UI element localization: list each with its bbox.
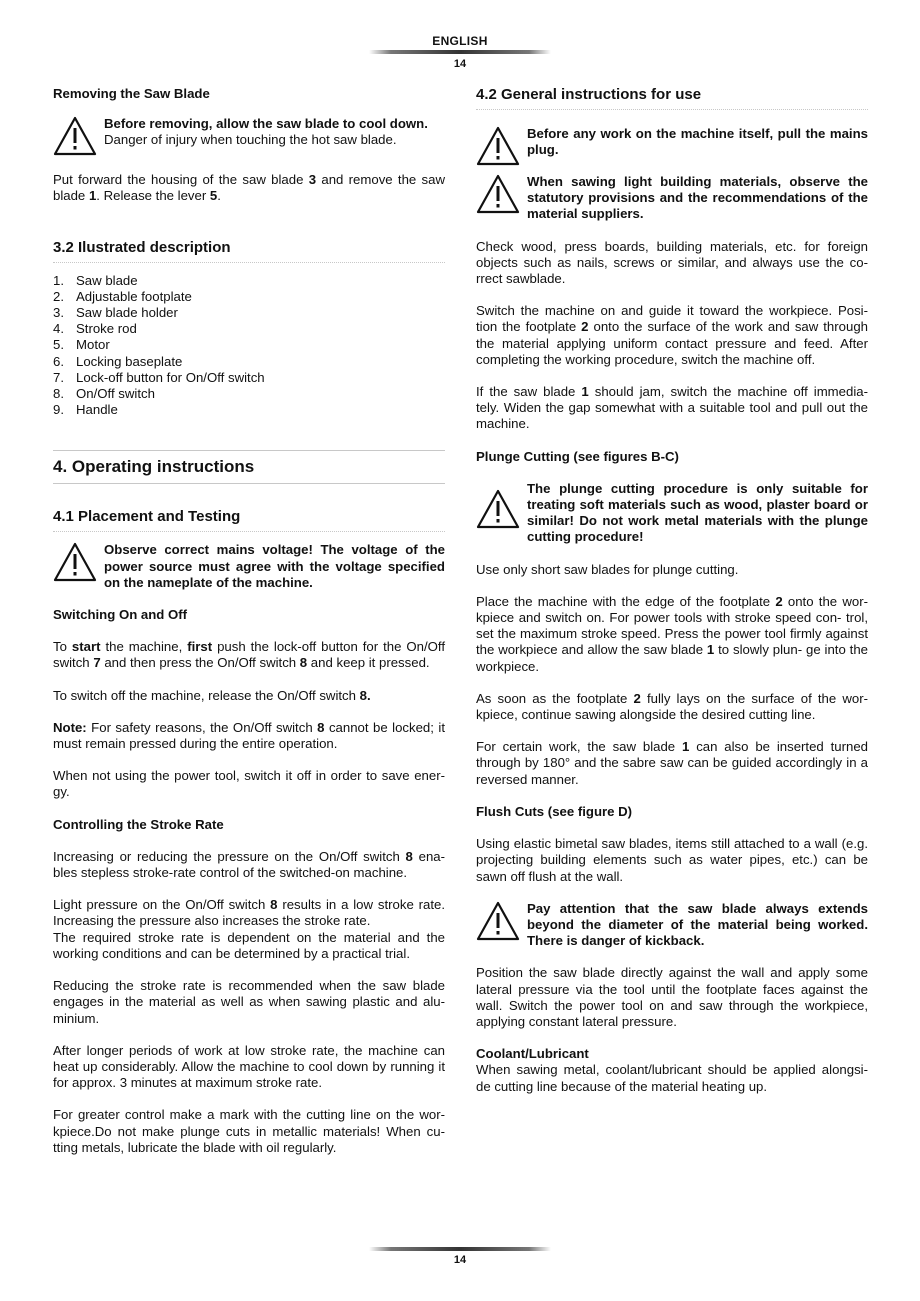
page-number-top: 14 — [453, 58, 467, 70]
list-item: 2. Adjustable footplate — [53, 288, 192, 304]
footer-divider — [369, 1247, 551, 1251]
right-column — [476, 86, 868, 1111]
warning-text-building: When sawing light building materials, observe the statutory provisions and the recommendations of the material suppliers. — [527, 174, 868, 222]
warning-text-voltage: Observe correct mains voltage! The voltage of the power source must agree with the voltage specified on the nameplate of the machine. — [104, 542, 445, 590]
stroke-paragraph-3: Reducing the stroke rate is recommended when the saw blade engages in the material as well as when sawing plastic and alu- minium. — [53, 978, 445, 1026]
warning-text-remove: Danger of injury when touching the hot saw blade. — [104, 132, 397, 148]
header-divider — [369, 50, 551, 54]
warning-triangle-icon — [53, 116, 97, 156]
stroke-paragraph-1: Increasing or reducing the pressure on the On/Off switch 8 ena- bles stepless stroke-rate control of the switched-on machine. — [53, 848, 446, 881]
list-item: 7. Lock-off button for On/Off switch — [53, 369, 265, 385]
flush-cuts-heading: Flush Cuts (see figure D) — [476, 803, 633, 819]
list-item: 4. Stroke rod — [53, 321, 137, 337]
warning-triangle-icon — [53, 542, 97, 582]
operating-instructions-heading: 4. Operating instructions — [53, 450, 445, 484]
stroke-paragraph-2b: The required stroke rate is dependent on the material and the working conditions and can be determined by a practical trial. — [53, 929, 445, 961]
illustrated-description-heading: 3.2 Ilustrated description — [53, 239, 445, 263]
switching-paragraph-off: To switch off the machine, release the On/Off switch 8. — [53, 687, 371, 703]
switching-paragraph-save: When not using the power tool, switch it off in order to save ener- gy. — [53, 768, 445, 800]
warning-triangle-icon — [476, 901, 520, 941]
warning-text-plunge: The plunge cutting procedure is only suitable for treating soft materials such as wood, plaster board or similar! Do not work metal materials with the plunge cutting procedure! — [527, 480, 868, 545]
warning-block-plug — [476, 126, 868, 166]
warning-text-kickback: Pay attention that the saw blade always extends beyond the diameter of the material being worked. There is danger of kickback. — [527, 900, 868, 949]
flush-paragraph-1: Using elastic bimetal saw blades, items still attached to a wall (e.g. projecting building elements such as water pipes, etc.) can be sawn off flush at the wall. — [476, 836, 868, 884]
coolant-paragraph: When sawing metal, coolant/lubricant should be applied alongsi- de cutting line because of the material heating up. — [476, 1062, 868, 1094]
switching-paragraph-start: To start the machine, first push the lock-off button for the On/Off switch 7 and then press the On/Off switch 8 and keep it pressed. — [53, 639, 445, 671]
warning-text-remove-bold: Before removing, allow the saw blade to cool down. — [104, 116, 428, 132]
list-item: 6. Locking baseplate — [53, 353, 183, 369]
plunge-paragraph-3: As soon as the footplate 2 fully lays on the surface of the wor- kpiece, continue sawing alongside the desired cutting line. — [476, 690, 868, 723]
removing-saw-blade-heading: Removing the Saw Blade — [53, 86, 210, 101]
warning-text-plug: Before any work on the machine itself, pull the mains plug. — [527, 126, 868, 158]
plunge-paragraph-2: Place the machine with the edge of the footplate 2 onto the wor- kpiece and switch on. For power tools with stroke speed con- trol, set the maximum stroke speed. Press the power tool firmly against the workpiece and allow the saw blade 1 to slowly plun- ge into the workpiece. — [476, 593, 868, 674]
coolant-heading: Coolant/Lubricant — [476, 1046, 589, 1062]
page-number-bottom: 14 — [453, 1254, 467, 1266]
warning-triangle-icon — [476, 126, 520, 166]
list-item: 1. Saw blade — [53, 272, 138, 288]
switching-paragraph-note: Note: For safety reasons, the On/Off switch 8 cannot be locked; it must remain pressed during the entire operation. — [53, 719, 445, 752]
description-list — [53, 273, 445, 419]
switching-heading: Switching On and Off — [53, 607, 188, 623]
warning-triangle-icon — [476, 174, 520, 214]
warning-block-voltage — [53, 542, 445, 591]
flush-paragraph-2: Position the saw blade directly against the wall and apply some lateral pressure via the tool until the footplate faces against the wall. Switch the power tool on and saw through the workpiece, applying constant lateral pressure. — [476, 965, 868, 1029]
language-label: ENGLISH — [432, 34, 488, 48]
warning-block-remove — [53, 116, 445, 156]
plunge-paragraph-1: Use only short saw blades for plunge cutting. — [476, 561, 739, 577]
general-instructions-heading: 4.2 General instructions for use — [476, 86, 868, 110]
list-item: 8. On/Off switch — [53, 386, 155, 402]
warning-block-plunge — [476, 481, 868, 546]
general-paragraph-2: Switch the machine on and guide it toward the workpiece. Posi- tion the footplate 2 onto the surface of the work and saw through the material applying uniform contact pressure and feed. After completing the working procedure, switch the machine off. — [476, 303, 868, 367]
list-item: 5. Motor — [53, 337, 110, 353]
placement-testing-heading: 4.1 Placement and Testing — [53, 508, 445, 532]
warning-triangle-icon — [476, 489, 520, 529]
warning-block-kickback — [476, 901, 868, 950]
left-column — [53, 86, 445, 1172]
stroke-rate-heading: Controlling the Stroke Rate — [53, 816, 224, 832]
list-item: 9. Handle — [53, 402, 118, 418]
stroke-paragraph-5: For greater control make a mark with the cutting line on the wor- kpiece.Do not make plunge cuts in metallic materials! When cu- tting metals, lubricate the blade with oil regularly. — [53, 1107, 445, 1155]
general-paragraph-3: If the saw blade 1 should jam, switch the machine off immedia- tely. Widen the gap somewhat with a suitable tool and pull out the machine. — [476, 384, 868, 432]
plunge-cutting-heading: Plunge Cutting (see figures B-C) — [476, 448, 679, 464]
warning-block-building — [476, 174, 868, 223]
plunge-paragraph-4: For certain work, the saw blade 1 can also be inserted turned through by 180° and the sabre saw can be guided accordingly in a reversed manner. — [476, 739, 868, 787]
stroke-paragraph-2: Light pressure on the On/Off switch 8 results in a low stroke rate. Increasing the pressure also increases the stroke rate. — [53, 897, 445, 929]
stroke-paragraph-4: After longer periods of work at low stroke rate, the machine can heat up considerably. Allow the machine to cool down by running it for approx. 3 minutes at maximum stroke rate. — [53, 1042, 445, 1091]
general-paragraph-1: Check wood, press boards, building materials, etc. for foreign objects such as nails, screws or similar, and always use the co- rrect sawblade. — [476, 238, 868, 287]
removing-paragraph: Put forward the housing of the saw blade 3 and remove the saw blade 1. Release the lever 5. — [53, 172, 446, 204]
list-item: 3. Saw blade holder — [53, 305, 178, 321]
